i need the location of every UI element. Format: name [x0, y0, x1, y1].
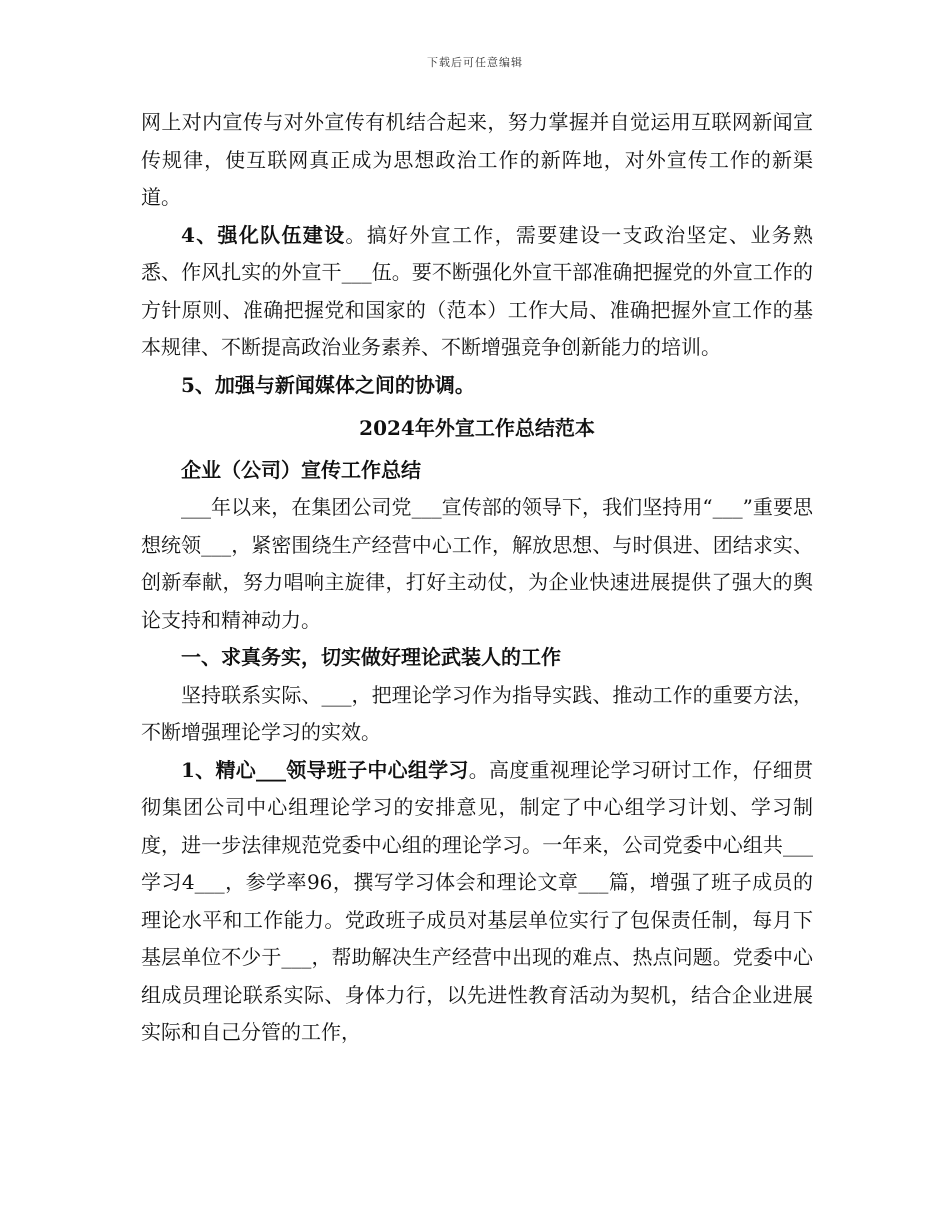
- page-header: 下载后可任意编辑: [427, 56, 523, 69]
- section-heading-theory: 一、求真务实，切实做好理论武装人的工作: [181, 645, 561, 669]
- item-heading-media-coordination: 5、加强与新闻媒体之间的协调。: [181, 372, 475, 397]
- item-body-study-group: 。高度重视理论学习研讨工作，仔细贯彻集团公司中心组理论学习的安排意见，制定了中心组学习计划、学习制度，进一步法律规范党委中心组的理论学习。一年来，公司党委中心组共___学习4___，参学率96，撰写学习体会和理论文章___篇，增强了班子成员的理论水平和工作能力。党政班子成员对基层单位实行了包保责任制，每月下基层单位不少于___，帮助解决生产经营中出现的难点、热点问题。党委中心组成员理论联系实际、身体力行，以先进性教育活动为契机，结合企业进展实际和自己分管的工作，: [141, 757, 813, 1044]
- document-title: 2024年外宣工作总结范本: [359, 416, 595, 440]
- item-heading-study-group: 1、精心___领导班子中心组学习: [181, 757, 469, 782]
- paragraph-intro: ___年以来，在集团公司党___宣传部的领导下，我们坚持用“___”重要思想统领___，紧密围绕生产经营中心工作，解放思想、与时俱进、团结求实、创新奉献，努力唱响主旋律，打好主动仗，为企业快速进展提供了强大的舆论支持和精神动力。: [141, 495, 813, 632]
- section-subtitle: 企业（公司）宣传工作总结: [181, 457, 421, 482]
- paragraph-team-building: [141, 217, 813, 367]
- paragraph-study-group: [141, 752, 813, 1052]
- item-heading-team-building: 4、强化队伍建设: [181, 222, 346, 247]
- paragraph-theory: 坚持联系实际、___，把理论学习作为指导实践、推动工作的重要方法，不断增强理论学习的实效。: [141, 682, 813, 744]
- paragraph-continuation: 网上对内宣传与对外宣传有机结合起来，努力掌握并自觉运用互联网新闻宣传规律，使互联网真正成为思想政治工作的新阵地，对外宣传工作的新渠道。: [141, 110, 813, 209]
- item-body-team-building: 。搞好外宣工作，需要建设一支政治坚定、业务熟悉、作风扎实的外宣干___伍。要不断强化外宣干部准确把握党的外宣工作的方针原则、准确把握党和国家的（范本）工作大局、准确把握外宣工作的基本规律、不断提高政治业务素养、不断增强竞争创新能力的培训。: [141, 222, 813, 359]
- document-body: [141, 104, 813, 1052]
